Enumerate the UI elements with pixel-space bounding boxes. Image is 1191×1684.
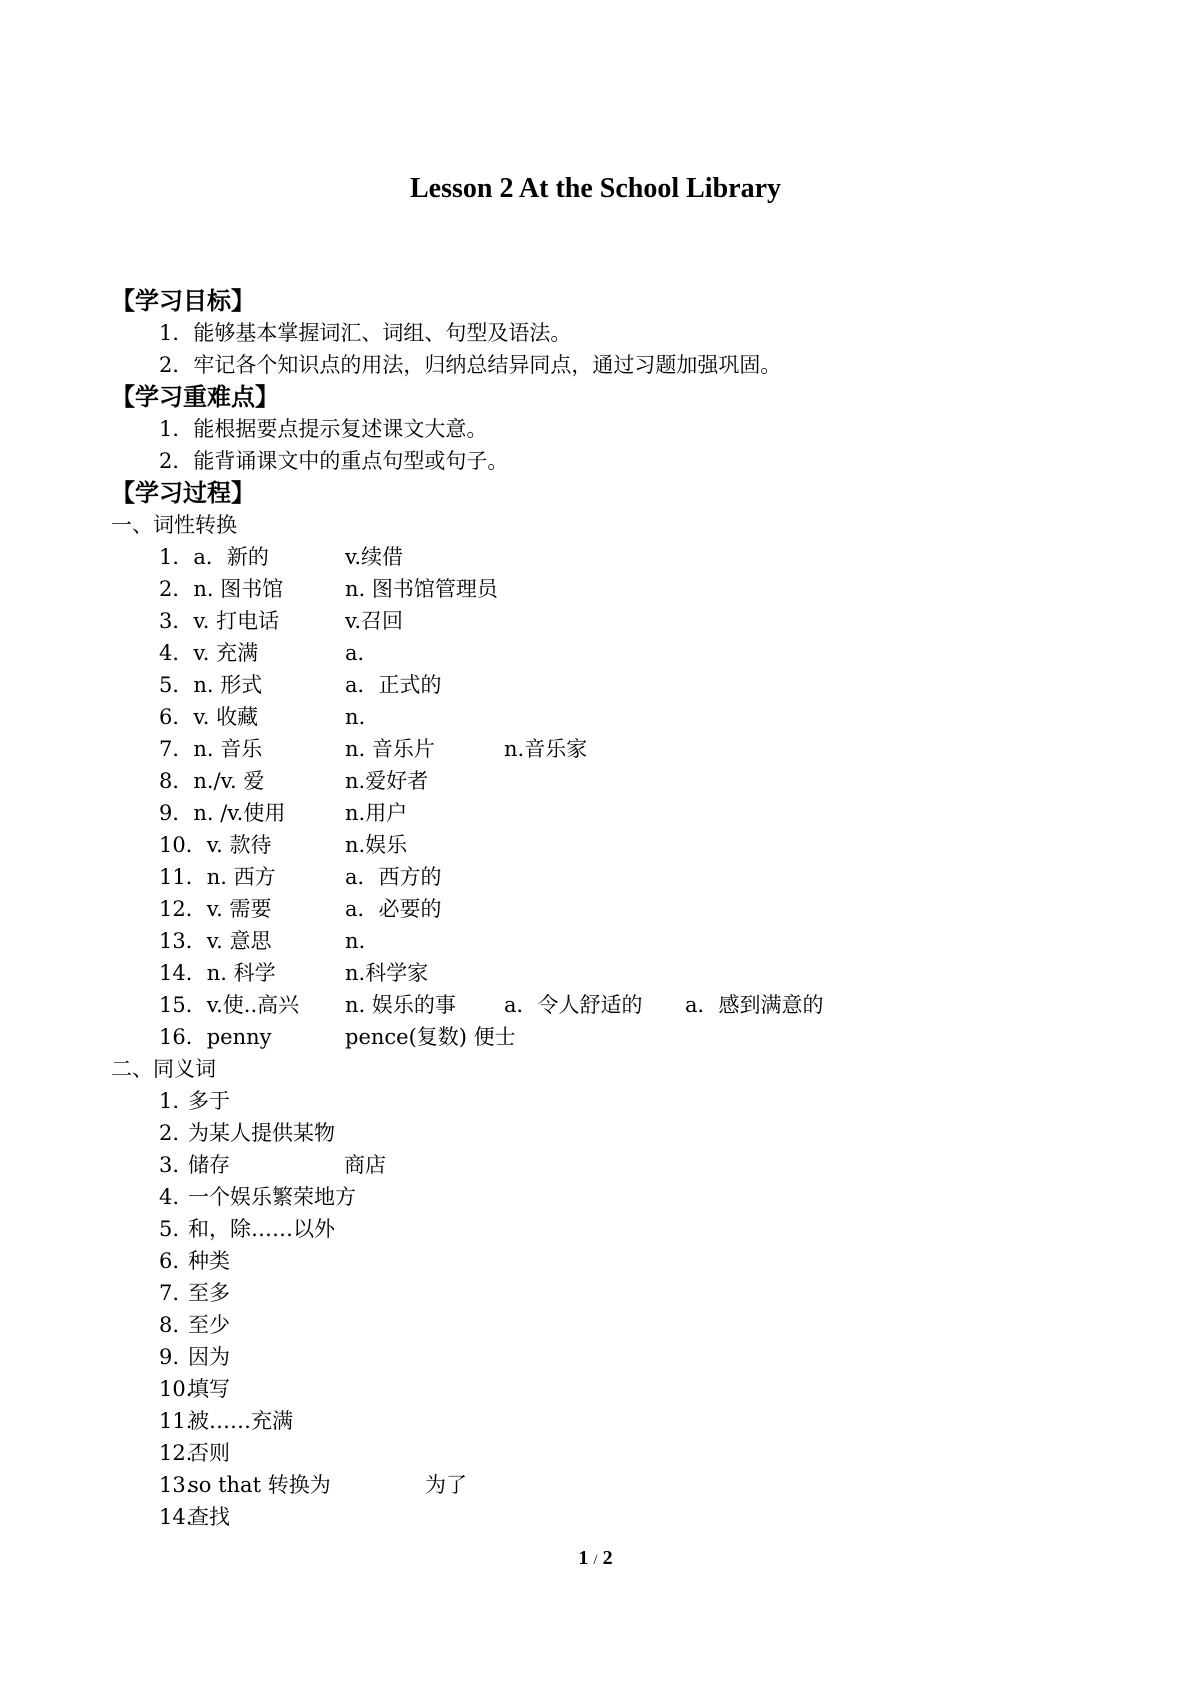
page-separator: / <box>593 1552 598 1568</box>
part1-cell: 4．v. 充满 <box>159 641 259 665</box>
part2-cell: 8. <box>159 1313 180 1337</box>
part2-cell: 5. <box>159 1217 180 1241</box>
part1-row <box>111 797 1111 829</box>
part1-row <box>111 733 1111 765</box>
part1-cell: 15．v.使..高兴 <box>159 993 300 1017</box>
part1-cell: a．令人舒适的 <box>504 993 643 1017</box>
part2-row <box>111 1277 1111 1309</box>
part2-row <box>111 1373 1111 1405</box>
part1-cell: n.科学家 <box>345 961 429 985</box>
part1-cell: a．西方的 <box>345 865 442 889</box>
part1-row <box>111 573 1111 605</box>
part1-row <box>111 893 1111 925</box>
part1-cell: n. <box>345 929 366 953</box>
section-heading-process: 【学习过程】 <box>111 479 255 507</box>
part2-cell: 被……充满 <box>188 1409 293 1433</box>
part1-row <box>111 765 1111 797</box>
part2-cell: 填写 <box>188 1377 230 1401</box>
part2-row <box>111 1469 1111 1501</box>
part1-cell: 12．v. 需要 <box>159 897 272 921</box>
part2-row <box>111 1309 1111 1341</box>
part1-cell: v.召回 <box>345 609 404 633</box>
part2-list <box>111 1085 1111 1533</box>
part2-cell: 11. <box>159 1409 193 1433</box>
part2-cell: 10. <box>159 1377 193 1401</box>
part2-cell: 2. <box>159 1121 180 1145</box>
part2-cell: 为某人提供某物 <box>188 1121 335 1145</box>
part2-cell: 1. <box>159 1089 180 1113</box>
part1-cell: a．感到满意的 <box>685 993 824 1017</box>
part1-cell: 9．n. /v.使用 <box>159 801 286 825</box>
part1-cell: n.爱好者 <box>345 769 429 793</box>
part2-cell: 否则 <box>188 1441 230 1465</box>
key-point-item: 1．能根据要点提示复述课文大意。 <box>159 417 488 441</box>
part2-row <box>111 1405 1111 1437</box>
part1-cell: 1．a．新的 <box>159 545 269 569</box>
part1-cell: 11．n. 西方 <box>159 865 276 889</box>
goal-item: 1．能够基本掌握词汇、词组、句型及语法。 <box>159 321 572 345</box>
part2-cell: 9. <box>159 1345 180 1369</box>
part2-cell: 至少 <box>188 1313 230 1337</box>
part2-cell: 储存 <box>188 1153 230 1177</box>
part2-cell: 商店 <box>344 1153 386 1177</box>
part1-row <box>111 957 1111 989</box>
page-number <box>0 1547 1191 1570</box>
part2-row <box>111 1117 1111 1149</box>
part2-row <box>111 1501 1111 1533</box>
part1-cell: pence(复数) 便士 <box>345 1025 516 1049</box>
part1-cell: n.用户 <box>345 801 408 825</box>
part2-cell: 查找 <box>188 1505 230 1529</box>
part1-cell: 2．n. 图书馆 <box>159 577 284 601</box>
document-body <box>111 285 1111 1533</box>
part2-row <box>111 1213 1111 1245</box>
part1-cell: a． <box>345 641 379 665</box>
key-point-item: 2．能背诵课文中的重点句型或句子。 <box>159 449 509 473</box>
part2-cell: 3. <box>159 1153 180 1177</box>
part1-title: 一、词性转换 <box>111 513 237 537</box>
part1-row <box>111 669 1111 701</box>
part2-cell: 7. <box>159 1281 180 1305</box>
part2-row <box>111 1085 1111 1117</box>
part1-cell: n.音乐家 <box>504 737 588 761</box>
part1-cell: 10．v. 款待 <box>159 833 272 857</box>
part1-cell: 14．n. 科学 <box>159 961 276 985</box>
part1-row <box>111 861 1111 893</box>
part2-cell: 13. <box>159 1473 193 1497</box>
part2-cell: 4. <box>159 1185 180 1209</box>
part2-cell: 14. <box>159 1505 193 1529</box>
part2-cell: 多于 <box>188 1089 230 1113</box>
part1-row <box>111 829 1111 861</box>
part1-cell: 16．penny <box>159 1025 272 1049</box>
part1-cell: n. <box>345 705 366 729</box>
part2-cell: 12. <box>159 1441 193 1465</box>
part1-cell: n. 音乐片 <box>345 737 435 761</box>
part2-cell: 至多 <box>188 1281 230 1305</box>
page-current: 1 <box>578 1547 589 1569</box>
part1-cell: a．必要的 <box>345 897 442 921</box>
part1-row <box>111 637 1111 669</box>
part1-row <box>111 541 1111 573</box>
part2-cell: 因为 <box>188 1345 230 1369</box>
part2-row <box>111 1181 1111 1213</box>
part2-cell: 种类 <box>188 1249 230 1273</box>
part2-title: 二、同义词 <box>111 1057 216 1081</box>
part1-cell: v.续借 <box>345 545 404 569</box>
goal-item: 2．牢记各个知识点的用法，归纳总结异同点，通过习题加强巩固。 <box>159 353 782 377</box>
part1-row <box>111 701 1111 733</box>
part2-cell: 为了 <box>425 1473 467 1497</box>
page-title: Lesson 2 At the School Library <box>409 173 782 204</box>
part1-row <box>111 989 1111 1021</box>
part1-list <box>111 541 1111 1053</box>
part2-row <box>111 1245 1111 1277</box>
part1-cell: n.娱乐 <box>345 833 408 857</box>
page-total: 2 <box>602 1547 613 1569</box>
part2-row <box>111 1149 1111 1181</box>
part1-cell: 6．v. 收藏 <box>159 705 259 729</box>
part1-cell: a．正式的 <box>345 673 442 697</box>
part2-cell: 6. <box>159 1249 180 1273</box>
section-heading-key-points: 【学习重难点】 <box>111 383 279 411</box>
part1-cell: n. 图书馆管理员 <box>345 577 498 601</box>
part1-row <box>111 1021 1111 1053</box>
part1-row <box>111 605 1111 637</box>
part1-row <box>111 925 1111 957</box>
part1-cell: 3．v. 打电话 <box>159 609 280 633</box>
part1-cell: 5．n. 形式 <box>159 673 263 697</box>
part2-cell: so that 转换为 <box>188 1473 331 1497</box>
section-heading-goals: 【学习目标】 <box>111 287 255 315</box>
part2-row <box>111 1437 1111 1469</box>
part2-row <box>111 1341 1111 1373</box>
part2-cell: 一个娱乐繁荣地方 <box>188 1185 356 1209</box>
part1-cell: n. 娱乐的事 <box>345 993 456 1017</box>
part2-cell: 和，除……以外 <box>188 1217 335 1241</box>
part1-cell: 7．n. 音乐 <box>159 737 263 761</box>
part1-cell: 8．n./v. 爱 <box>159 769 265 793</box>
part1-cell: 13．v. 意思 <box>159 929 272 953</box>
